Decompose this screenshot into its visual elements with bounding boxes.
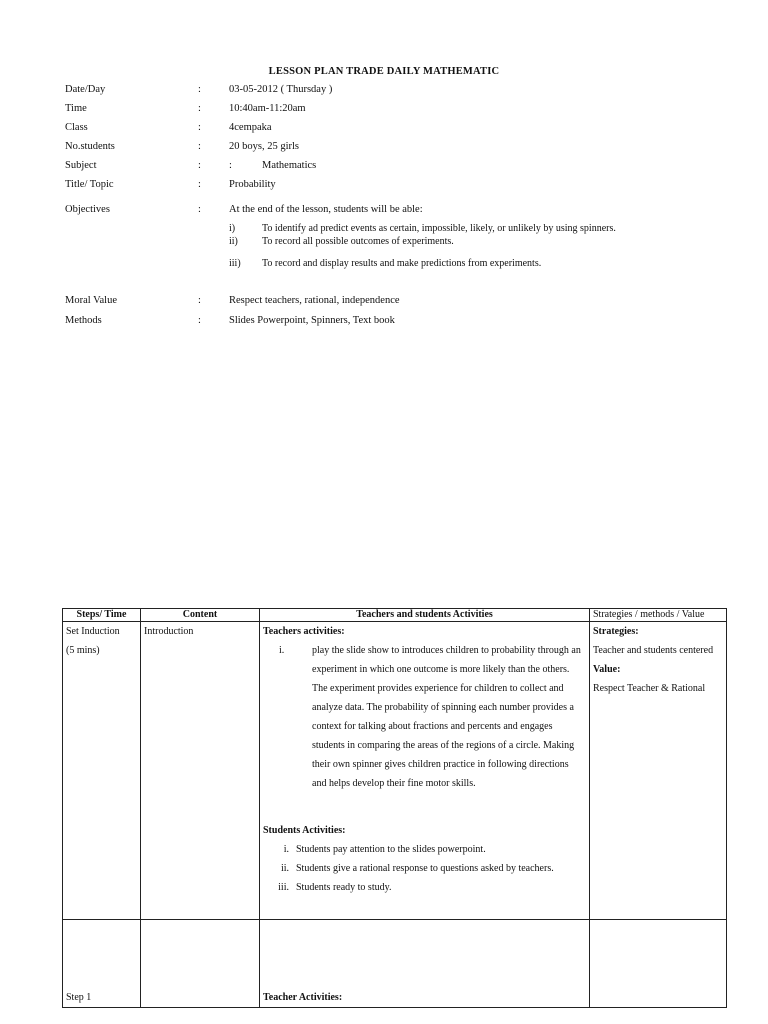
info-colon: : — [198, 315, 201, 326]
teacher-activity-item — [263, 641, 586, 821]
content-cell — [141, 622, 260, 920]
info-value: Probability — [229, 179, 276, 190]
info-value-prefix: : — [229, 160, 232, 171]
info-value: 10:40am-11:20am — [229, 103, 306, 114]
objective-number: i) — [229, 223, 236, 234]
student-activity-number: iii. — [278, 882, 289, 893]
step-name: Step 1 — [66, 992, 92, 1003]
info-value: Mathematics — [262, 160, 317, 171]
value-heading: Value: — [593, 664, 621, 675]
students-activity-list — [263, 840, 586, 897]
info-row-subject — [0, 160, 768, 174]
header-steps-time: Steps/ Time — [63, 609, 141, 622]
step-cell — [63, 920, 141, 1008]
info-label: Class — [65, 122, 88, 133]
info-colon: : — [198, 179, 201, 190]
step-cell — [63, 622, 141, 920]
value-text: Respect Teacher & Rational — [593, 683, 706, 694]
objective-number: iii) — [229, 258, 241, 269]
list-item — [263, 840, 586, 859]
info-colon: : — [198, 160, 201, 171]
activities-cell — [260, 920, 590, 1008]
methods-row — [0, 315, 768, 329]
strategies-text: Teacher and students centered — [593, 645, 714, 656]
info-colon: : — [198, 141, 201, 152]
student-activity-number: i. — [283, 844, 289, 855]
info-row-date — [0, 84, 768, 98]
objectives-row — [0, 204, 768, 218]
info-label: No.students — [65, 141, 115, 152]
step-name: Set Induction — [66, 626, 120, 637]
table-row — [63, 920, 727, 1008]
moral-value-label: Moral Value — [65, 295, 118, 306]
teacher-activity-text: play the slide show to introduces children to probability through an experiment in which one outcome is more likely than the others. The experiment provides experience for children to collect and analyze data. The probability of spinning each number provides a context for talking about fractions and percents and engages students in comparing the areas of the regions of a circle. Making their own spinner gives children practice in following directions and helps develop their fine motor skills. — [312, 645, 581, 789]
student-activity-text: Students give a rational response to questions asked by teachers. — [296, 863, 554, 874]
page-title: LESSON PLAN TRADE DAILY MATHEMATIC — [268, 66, 500, 77]
lesson-activities-table — [62, 608, 727, 1008]
info-label: Date/Day — [65, 84, 106, 95]
info-label: Subject — [65, 160, 97, 171]
objective-text: To record all possible outcomes of experiments. — [262, 236, 454, 247]
objective-number: ii) — [229, 236, 238, 247]
info-row-students — [0, 141, 768, 155]
info-colon: : — [198, 103, 201, 114]
header-activities: Teachers and students Activities — [260, 609, 590, 622]
strategies-heading: Strategies: — [593, 626, 639, 637]
info-label: Title/ Topic — [65, 179, 114, 190]
teacher-activity-number: i. — [279, 645, 285, 656]
teachers-heading: Teacher Activities: — [263, 992, 343, 1003]
strategies-cell — [590, 622, 727, 920]
objectives-intro: At the end of the lesson, students will be able: — [229, 204, 423, 215]
header-content: Content — [141, 609, 260, 622]
info-colon: : — [198, 204, 201, 215]
info-colon: : — [198, 295, 201, 306]
info-colon: : — [198, 122, 201, 133]
info-value: 4cempaka — [229, 122, 272, 133]
methods-value: Slides Powerpoint, Spinners, Text book — [229, 315, 395, 326]
info-colon: : — [198, 84, 201, 95]
activities-cell — [260, 622, 590, 920]
content-text: Introduction — [144, 626, 194, 637]
student-activity-number: ii. — [280, 863, 289, 874]
list-item — [263, 878, 586, 897]
info-row-time — [0, 103, 768, 117]
step-time: (5 mins) — [66, 645, 100, 656]
teachers-heading: Teachers activities: — [263, 626, 345, 637]
info-row-class — [0, 122, 768, 136]
info-label: Time — [65, 103, 87, 114]
objectives-label: Objectives — [65, 204, 110, 215]
objective-text: To identify ad predict events as certain, impossible, likely, or unlikely by using spinners. — [262, 223, 616, 234]
moral-value-row — [0, 295, 768, 309]
info-row-topic — [0, 179, 768, 193]
content-cell — [141, 920, 260, 1008]
table-header-row — [63, 609, 727, 622]
list-item — [263, 859, 586, 878]
info-value: 20 boys, 25 girls — [229, 141, 300, 152]
student-activity-text: Students pay attention to the slides powerpoint. — [296, 844, 486, 855]
methods-label: Methods — [65, 315, 102, 326]
info-value: 03-05-2012 ( Thursday ) — [229, 84, 333, 95]
moral-value: Respect teachers, rational, independence — [229, 295, 400, 306]
objective-text: To record and display results and make predictions from experiments. — [262, 258, 542, 269]
students-heading: Students Activities: — [263, 825, 346, 836]
header-strategies: Strategies / methods / Value — [590, 609, 727, 622]
table-row — [63, 622, 727, 920]
student-activity-text: Students ready to study. — [296, 882, 392, 893]
strategies-cell — [590, 920, 727, 1008]
